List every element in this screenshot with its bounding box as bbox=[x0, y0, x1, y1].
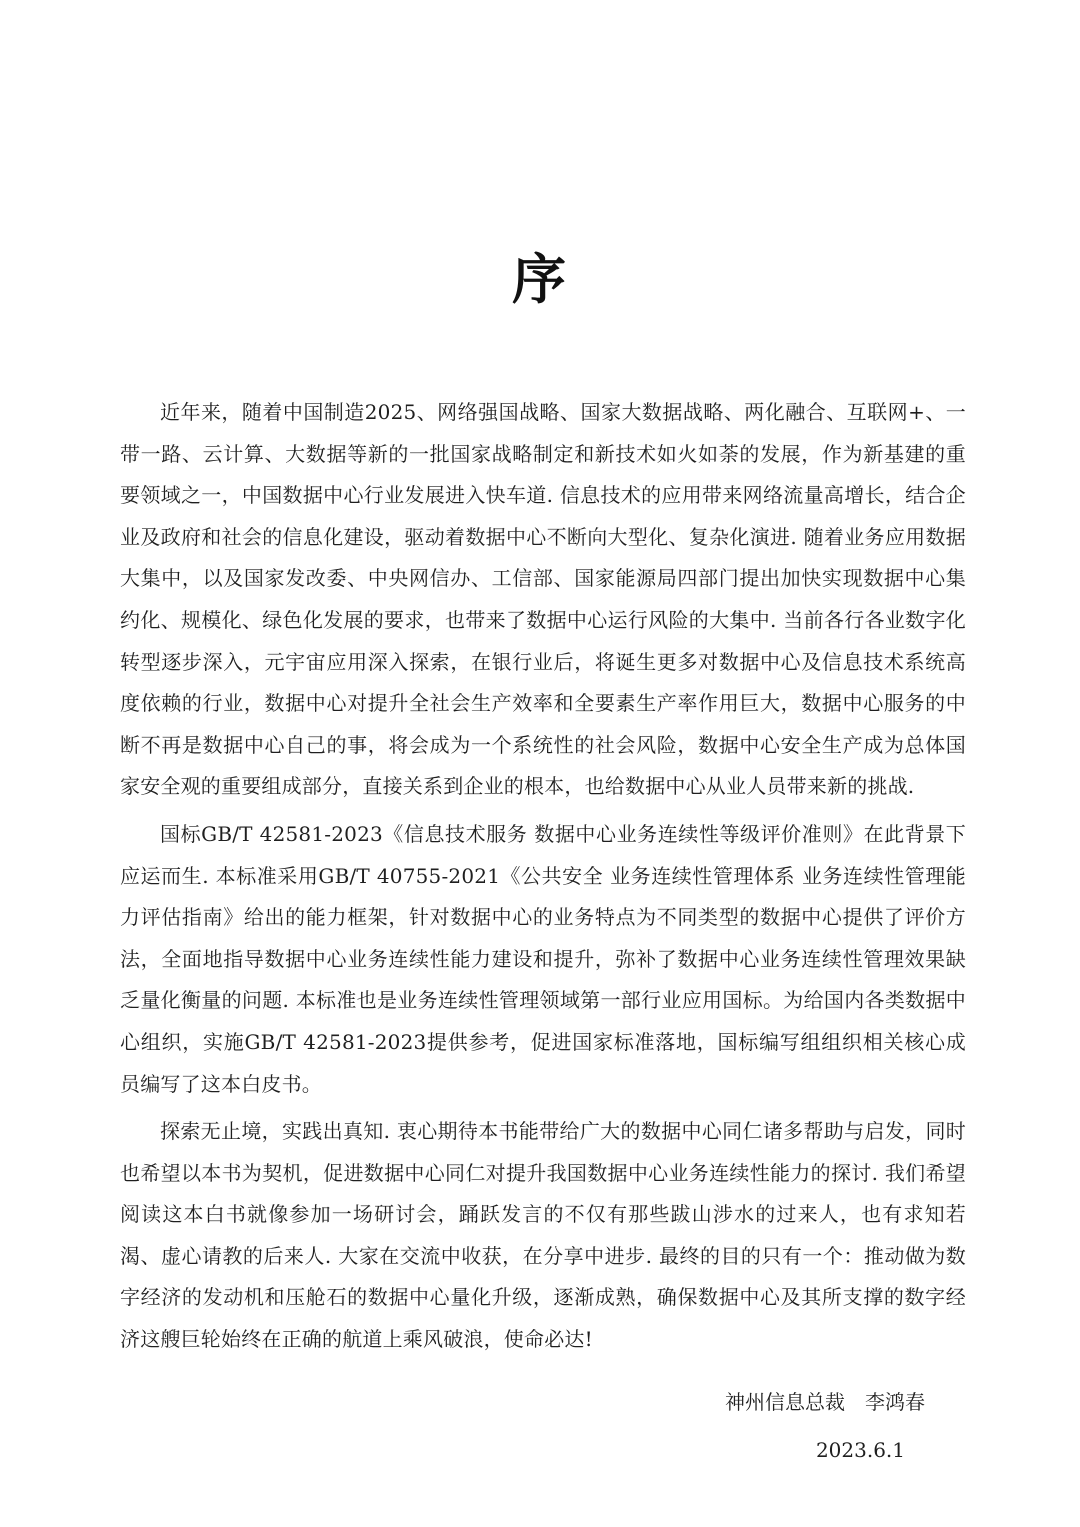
preface-paragraph-3: 探索无止境，实践出真知. 衷心期待本书能带给广大的数据中心同仁诸多帮助与启发，同时也希望以本书为契机，促进数据中心同仁对提升我国数据中心业务连续性能力的探讨. 我们希望阅读这本白书就像参加一场研讨会，踊跃发言的不仅有那些跋山涉水的过来人，也有求知若渴、虚心请教的后来人. 大家在交流中收获，在分享中进步. 最终的目的只有一个：推动做为数字经济的发动机和压舱石的数据中心量化升级，逐渐成熟，确保数据中心及其所支撑的数字经济这艘巨轮始终在正确的航道上乘风破浪，使命必达! bbox=[120, 1119, 966, 1352]
preface-paragraph-1: 近年来，随着中国制造2025、网络强国战略、国家大数据战略、两化融合、互联网+、一带一路、云计算、大数据等新的一批国家战略制定和新技术如火如荼的发展，作为新基建的重要领域之一，中国数据中心行业发展进入快车道. 信息技术的应用带来网络流量高增长，结合企业及政府和社会的信息化建设，驱动着数据中心不断向大型化、复杂化演进. 随着业务应用数据大集中，以及国家发改委、中央网信办、工信部、国家能源局四部门提出加快实现数据中心集约化、规模化、绿色化发展的要求，也带来了数据中心运行风险的大集中. 当前各行各业数字化转型逐步深入，元宇宙应用深入探索，在银行业后，将诞生更多对数据中心及信息技术系统高度依赖的行业，数据中心对提升全社会生产效率和全要素生产率作用巨大，数据中心服务的中断不再是数据中心自己的事，将会成为一个系统性的社会风险，数据中心安全生产成为总体国家安全观的重要组成部分，直接关系到企业的根本，也给数据中心从业人员带来新的挑战. bbox=[120, 400, 966, 799]
signature-date: 2023.6.1 bbox=[815, 1437, 905, 1462]
preface-body bbox=[120, 392, 966, 1361]
page-title: 序 bbox=[512, 247, 568, 311]
preface-paragraph-2: 国标GB/T 42581-2023《信息技术服务 数据中心业务连续性等级评价准则》在此背景下应运而生. 本标准采用GB/T 40755-2021《公共安全 业务连续性管理体系 业务连续性管理能力评估指南》给出的能力框架，针对数据中心的业务特点为不同类型的数据中心提供了评价方法，全面地指导数据中心业务连续性能力建设和提升，弥补了数据中心业务连续性管理效果缺乏量化衡量的问题. 本标准也是业务连续性管理领域第一部行业应用国标。为给国内各类数据中心组织，实施GB/T 42581-2023提供参考，促进国家标准落地，国标编写组组织相关核心成员编写了这本白皮书。 bbox=[120, 821, 966, 1096]
signature-author: 神州信息总裁 李鸿春 bbox=[725, 1389, 925, 1414]
signature-block bbox=[0, 1387, 1080, 1465]
